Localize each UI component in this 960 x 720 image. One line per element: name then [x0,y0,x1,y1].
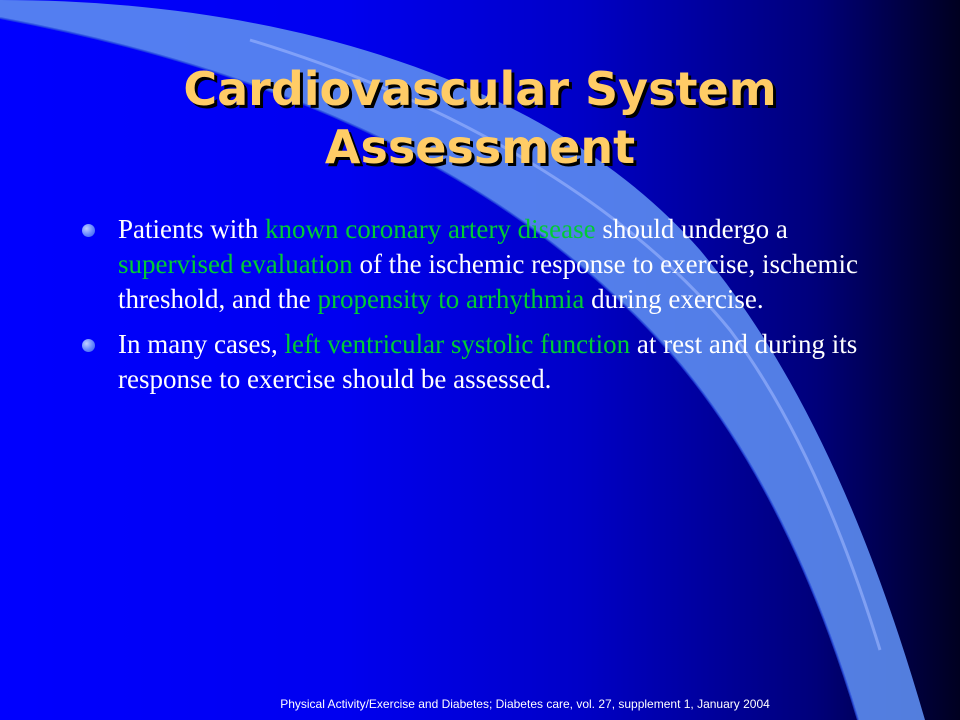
bullet-item [82,212,872,317]
bullet-item [82,327,872,397]
bullet-list [82,212,872,407]
bullet-text: at rest and during its response to exercise should be assessed. [118,329,858,394]
bullet-dot-icon [82,339,95,352]
footer-citation: Physical Activity/Exercise and Diabetes; Diabetes care, vol. 27, supplement 1, January 2004 [280,697,770,711]
bullet-text: should undergo a [595,214,788,244]
bullet-text: Patients with [118,214,265,244]
bullet-text: during exercise. [584,284,764,314]
highlight-text: supervised evaluation [118,249,353,279]
title-line-1: Cardiovascular System [183,62,777,116]
slide-title [100,60,860,176]
title-line-2: Assessment [324,120,636,174]
highlight-text: known coronary artery disease [265,214,596,244]
highlight-text: propensity to arrhythmia [317,284,585,314]
highlight-text: left ventricular systolic function [284,329,631,359]
bullet-dot-icon [82,224,95,237]
bullet-text: of the ischemic response to exercise, ischemic threshold, and the [118,249,859,314]
bullet-text: In many cases, [118,329,285,359]
